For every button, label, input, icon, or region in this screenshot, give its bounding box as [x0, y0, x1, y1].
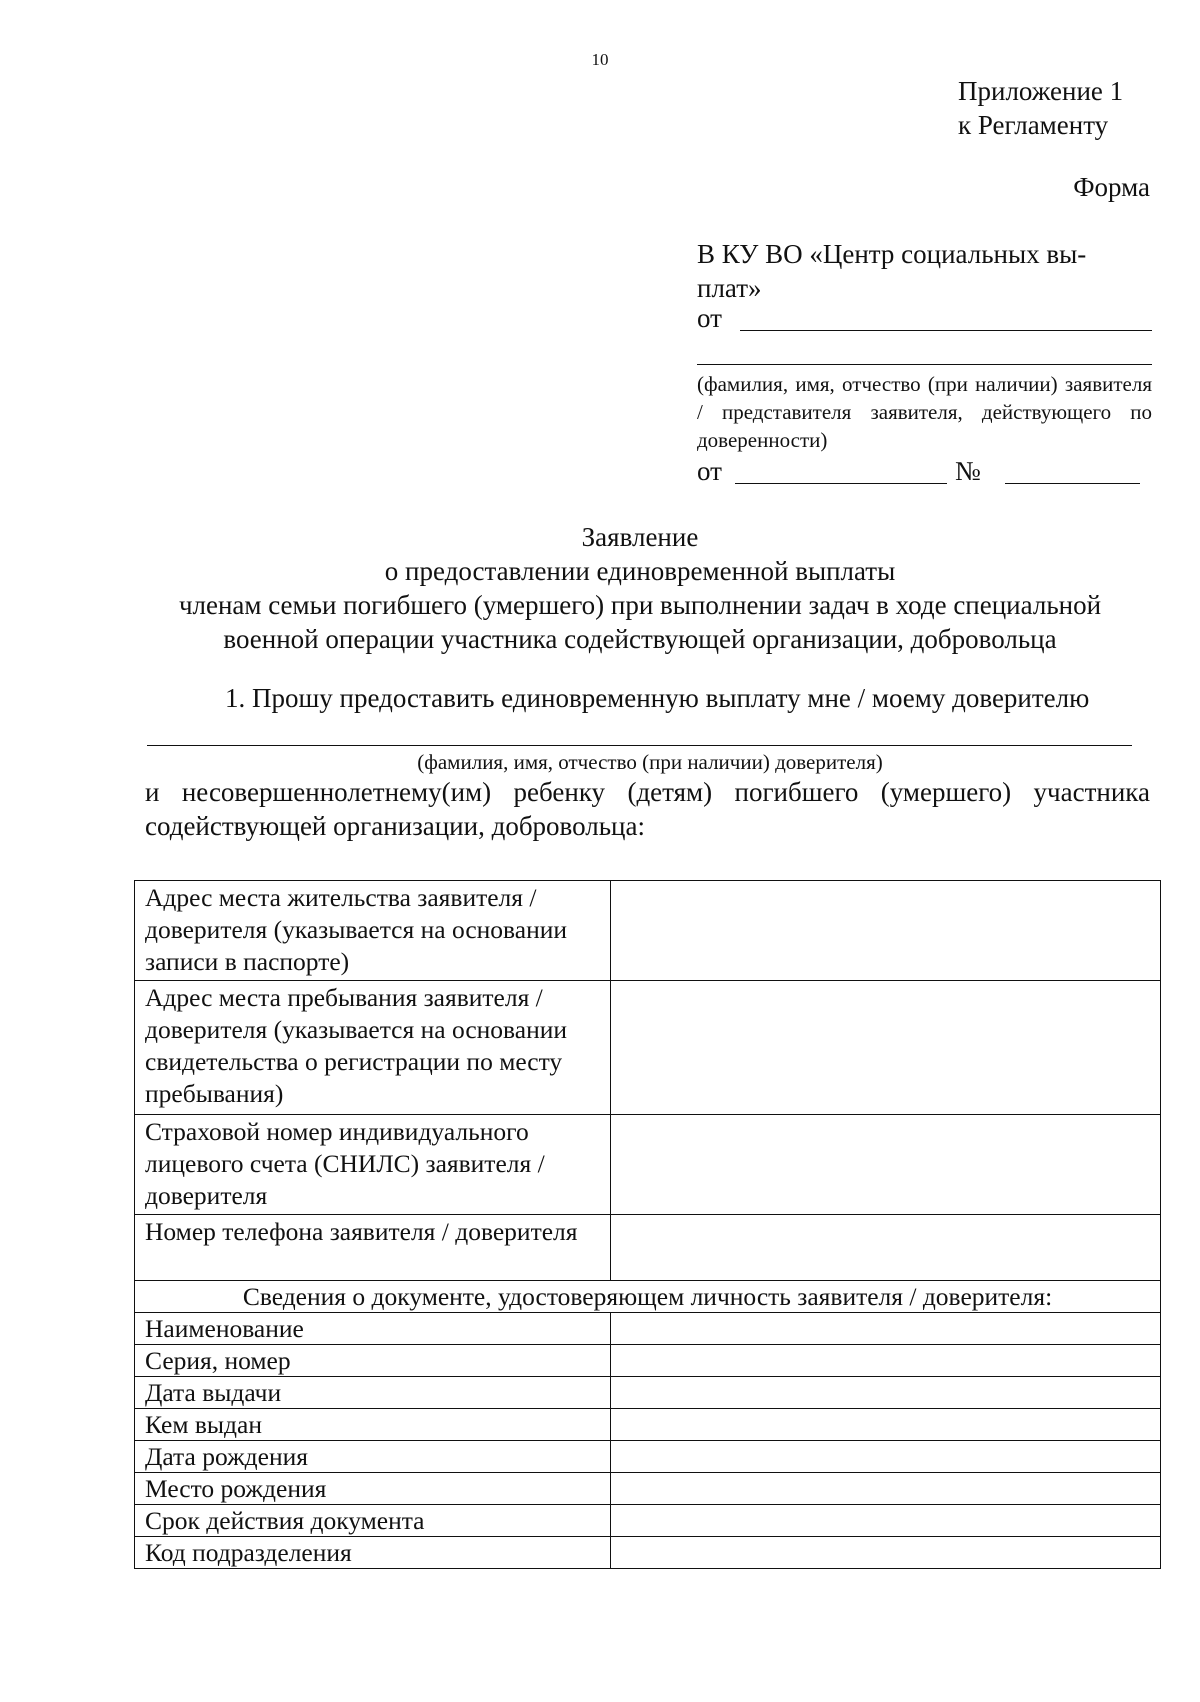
snils-input[interactable] — [611, 1115, 1161, 1215]
number-label: № — [955, 456, 981, 486]
row-label-residence-address: Адрес места жительства заявителя / доверителя (указывается на основании записи в паспорте) — [135, 881, 611, 981]
table-row — [135, 981, 1161, 1115]
table-row — [135, 1473, 1161, 1505]
table-row — [135, 1409, 1161, 1441]
validity-input[interactable] — [611, 1505, 1161, 1537]
applicant-caption: (фамилия, имя, отчество (при наличии) заявителя / представителя заявителя, действующего по доверенности) — [697, 372, 1152, 452]
applicant-name-field-line-2[interactable] — [697, 364, 1152, 365]
applicant-name-field[interactable] — [740, 330, 1152, 331]
table-row — [135, 1215, 1161, 1281]
appendix-header — [958, 74, 1123, 142]
row-label-birth-place: Место рождения — [135, 1473, 611, 1505]
table-row — [135, 1377, 1161, 1409]
table-row — [135, 1537, 1161, 1569]
addressee-line-1: В КУ ВО «Центр социальных вы- — [697, 239, 1087, 269]
table-section-row — [135, 1281, 1161, 1313]
table-row — [135, 1505, 1161, 1537]
birth-date-input[interactable] — [611, 1441, 1161, 1473]
row-label-birth-date: Дата рождения — [135, 1441, 611, 1473]
document-title — [140, 520, 1140, 656]
birth-place-input[interactable] — [611, 1473, 1161, 1505]
series-number-input[interactable] — [611, 1345, 1161, 1377]
title-line-1: Заявление — [581, 522, 699, 552]
table-row — [135, 1115, 1161, 1215]
stay-address-input[interactable] — [611, 981, 1161, 1115]
division-code-input[interactable] — [611, 1537, 1161, 1569]
title-line-4: военной операции участника содействующей организации, добровольца — [223, 624, 1057, 654]
date-field[interactable] — [735, 483, 947, 484]
row-label-issued-by: Кем выдан — [135, 1409, 611, 1441]
appendix-line-1: Приложение 1 — [958, 76, 1124, 106]
row-label-snils: Страховой номер индивидуального лицевого счета (СНИЛС) заявителя / доверителя — [135, 1115, 611, 1215]
residence-address-input[interactable] — [611, 881, 1161, 981]
principal-name-field[interactable] — [147, 745, 1132, 746]
table-row — [135, 1345, 1161, 1377]
addressee-line-2: плат» — [697, 273, 762, 303]
row-label-issue-date: Дата выдачи — [135, 1377, 611, 1409]
table-row — [135, 881, 1161, 981]
paragraph-1: 1. Прошу предоставить единовременную выплату мне / моему доверителю — [225, 683, 1090, 713]
row-label-phone: Номер телефона заявителя / доверителя — [135, 1215, 611, 1281]
row-label-validity: Срок действия документа — [135, 1505, 611, 1537]
appendix-line-2: к Регламенту — [958, 110, 1109, 140]
form-label: Форма — [1073, 172, 1150, 202]
from-label: от — [697, 303, 722, 333]
page-number: 10 — [591, 50, 609, 69]
identity-document-heading: Сведения о документе, удостоверяющем личность заявителя / доверителя: — [135, 1281, 1161, 1313]
row-label-stay-address: Адрес места пребывания заявителя / доверителя (указывается на основании свидетельства о регистрации по месту пребывания) — [135, 981, 611, 1115]
phone-input[interactable] — [611, 1215, 1161, 1281]
table-row — [135, 1441, 1161, 1473]
row-label-series-number: Серия, номер — [135, 1345, 611, 1377]
row-label-document-name: Наименование — [135, 1313, 611, 1345]
number-field[interactable] — [1005, 483, 1140, 484]
principal-caption: (фамилия, имя, отчество (при наличии) доверителя) — [417, 750, 883, 774]
table-row — [135, 1313, 1161, 1345]
issue-date-input[interactable] — [611, 1377, 1161, 1409]
date-label: от — [697, 456, 722, 486]
row-label-division-code: Код подразделения — [135, 1537, 611, 1569]
title-line-3: членам семьи погибшего (умершего) при выполнении задач в ходе специальной — [178, 590, 1102, 620]
title-line-2: о предоставлении единовременной выплаты — [384, 556, 896, 586]
applicant-info-table — [134, 880, 1161, 1569]
issued-by-input[interactable] — [611, 1409, 1161, 1441]
addressee-block — [697, 237, 1152, 305]
paragraph-2: и несовершеннолетнему(им) ребенку (детям) погибшего (умершего) участника содействующей организации, добровольца: — [145, 777, 1150, 841]
document-name-input[interactable] — [611, 1313, 1161, 1345]
